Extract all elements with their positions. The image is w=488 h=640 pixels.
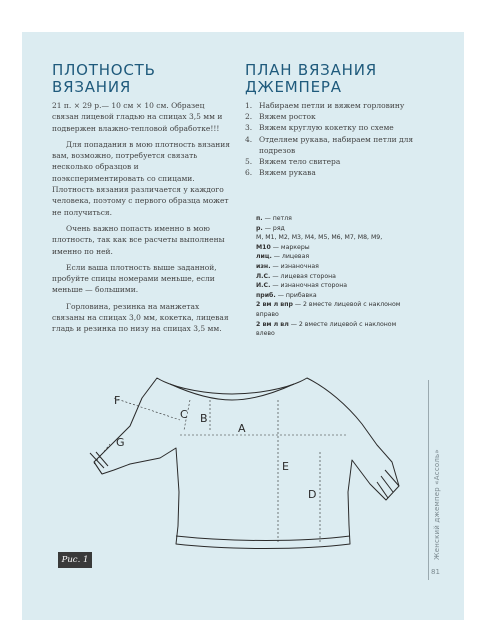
plan-step-text: Набираем петли и вяжем горловину xyxy=(259,101,405,110)
gauge-paragraph-3: Очень важно попасть именно в мою плотность, так как все расчеты выполнены именно по ней. xyxy=(52,223,225,256)
left-cuff xyxy=(90,452,108,474)
dim-line-g xyxy=(94,444,110,464)
label-g: G xyxy=(116,436,125,449)
gauge-paragraph-5: Горловина, резинка на манжетах связаны на спицах 3,0 мм, кокетка, лицевая гладь и резинка по низу на спицах 3,5 мм. xyxy=(52,301,229,334)
plan-heading-line-1: ПЛАН ВЯЗАНИЯ xyxy=(245,61,377,79)
plan-step-number: 1. xyxy=(245,101,253,110)
plan-step-number: 3. xyxy=(245,123,253,133)
plan-step-number: 2. xyxy=(245,112,253,122)
abbr-term: 2 вм л впр xyxy=(256,301,293,309)
hem-ribbing xyxy=(176,536,350,541)
plan-step xyxy=(245,134,417,156)
plan-step xyxy=(245,167,417,178)
abbr-definition: — лицевая xyxy=(273,253,310,261)
abbr-item xyxy=(256,252,416,262)
gauge-paragraph-4: Если ваша плотность выше заданной, пробуйте спицы номерами меньше, если меньше — большими. xyxy=(52,262,217,295)
abbr-item xyxy=(256,224,416,234)
plan-steps-list xyxy=(245,100,417,178)
abbr-term: изн. xyxy=(256,262,271,270)
plan-step-number: 4. xyxy=(245,134,253,144)
sweater-schematic xyxy=(52,360,412,570)
neckline xyxy=(170,384,294,400)
label-b: B xyxy=(200,412,208,425)
plan-heading xyxy=(245,62,417,96)
abbr-definition: — изнаночная xyxy=(272,262,319,270)
sweater-outline xyxy=(94,378,399,549)
abbr-item xyxy=(256,320,416,339)
plan-step-number: 5. xyxy=(245,157,253,167)
abbr-definition: — 2 вместе лицевой с наклоном вправо xyxy=(256,301,401,318)
abbr-item xyxy=(256,281,416,291)
abbr-term: р. xyxy=(256,224,263,232)
plan-step-text: Вяжем тело свитера xyxy=(259,157,341,167)
plan-heading-line-2: ДЖЕМПЕРА xyxy=(245,78,342,96)
abbr-definition: — лицевая сторона xyxy=(272,272,336,280)
abbr-item xyxy=(256,262,416,272)
abbr-item xyxy=(256,272,416,282)
sidebar-divider xyxy=(428,380,429,580)
gauge-heading: ПЛОТНОСТЬ ВЯЗАНИЯ xyxy=(52,61,156,96)
abbreviations-list xyxy=(256,214,416,339)
plan-step xyxy=(245,122,417,133)
abbr-item xyxy=(256,243,416,253)
abbr-term: лиц. xyxy=(256,253,272,261)
gauge-paragraph-2: Для попадания в мою плотность вязания вам, возможно, потребуется связать несколько образцов и поэкспериментировать со спицами. Плотность вязания различается у каждого человека, поэтому с первого образца может не получиться. xyxy=(52,139,231,217)
left-column xyxy=(52,62,232,340)
abbr-item xyxy=(256,300,416,319)
abbr-definition: — изнаночная сторона xyxy=(272,282,348,290)
plan-step xyxy=(245,100,417,111)
label-f: F xyxy=(114,394,121,407)
abbr-item xyxy=(256,214,416,224)
abbr-definition: — прибавка xyxy=(277,291,317,299)
plan-step-text: Вяжем росток xyxy=(259,112,316,122)
label-d: D xyxy=(308,488,317,501)
abbr-definition: — маркеры xyxy=(270,243,310,251)
sidebar-caption: Женский джемпер «Ассоль» xyxy=(433,449,441,560)
dim-line-f xyxy=(114,398,180,420)
plan-step-number: 6. xyxy=(245,168,253,178)
abbr-term: Л.С. xyxy=(256,272,271,280)
abbr-item xyxy=(256,291,416,301)
abbr-term: 2 вм л вл xyxy=(256,320,289,328)
plan-step xyxy=(245,111,417,122)
label-e: E xyxy=(282,460,289,473)
abbr-term: приб. xyxy=(256,291,276,299)
plan-step-text: Вяжем круглую кокетку по схеме xyxy=(259,123,394,133)
figure-label: Рис. 1 xyxy=(58,552,92,568)
plan-step xyxy=(245,156,417,167)
plan-step-text: Вяжем рукава xyxy=(259,168,316,178)
abbr-definition: — 2 вместе лицевой с наклоном влево xyxy=(256,320,397,338)
label-c: C xyxy=(180,408,188,421)
abbr-definition: М, М1, М2, М3, М4, М5, М6, М7, М8, М9, xyxy=(256,234,383,242)
label-a: A xyxy=(238,422,246,435)
gauge-paragraph-1: 21 п. × 29 р.— 10 см × 10 см. Образец связан лицевой гладью на спицах 3,5 мм и подвержен влажно-тепловой обработке!!! xyxy=(52,101,223,133)
plan-step-text: Отделяем рукава, набираем петли для подрезов xyxy=(259,134,414,155)
right-column xyxy=(245,62,417,178)
abbr-item xyxy=(256,233,416,243)
abbr-term: И.С. xyxy=(256,282,271,290)
abbr-definition: — ряд xyxy=(264,224,285,232)
abbr-term: М10 xyxy=(256,243,271,251)
abbr-definition: — петля xyxy=(264,215,292,222)
page-number: 81 xyxy=(431,568,440,576)
abbr-term: п. xyxy=(256,215,263,222)
